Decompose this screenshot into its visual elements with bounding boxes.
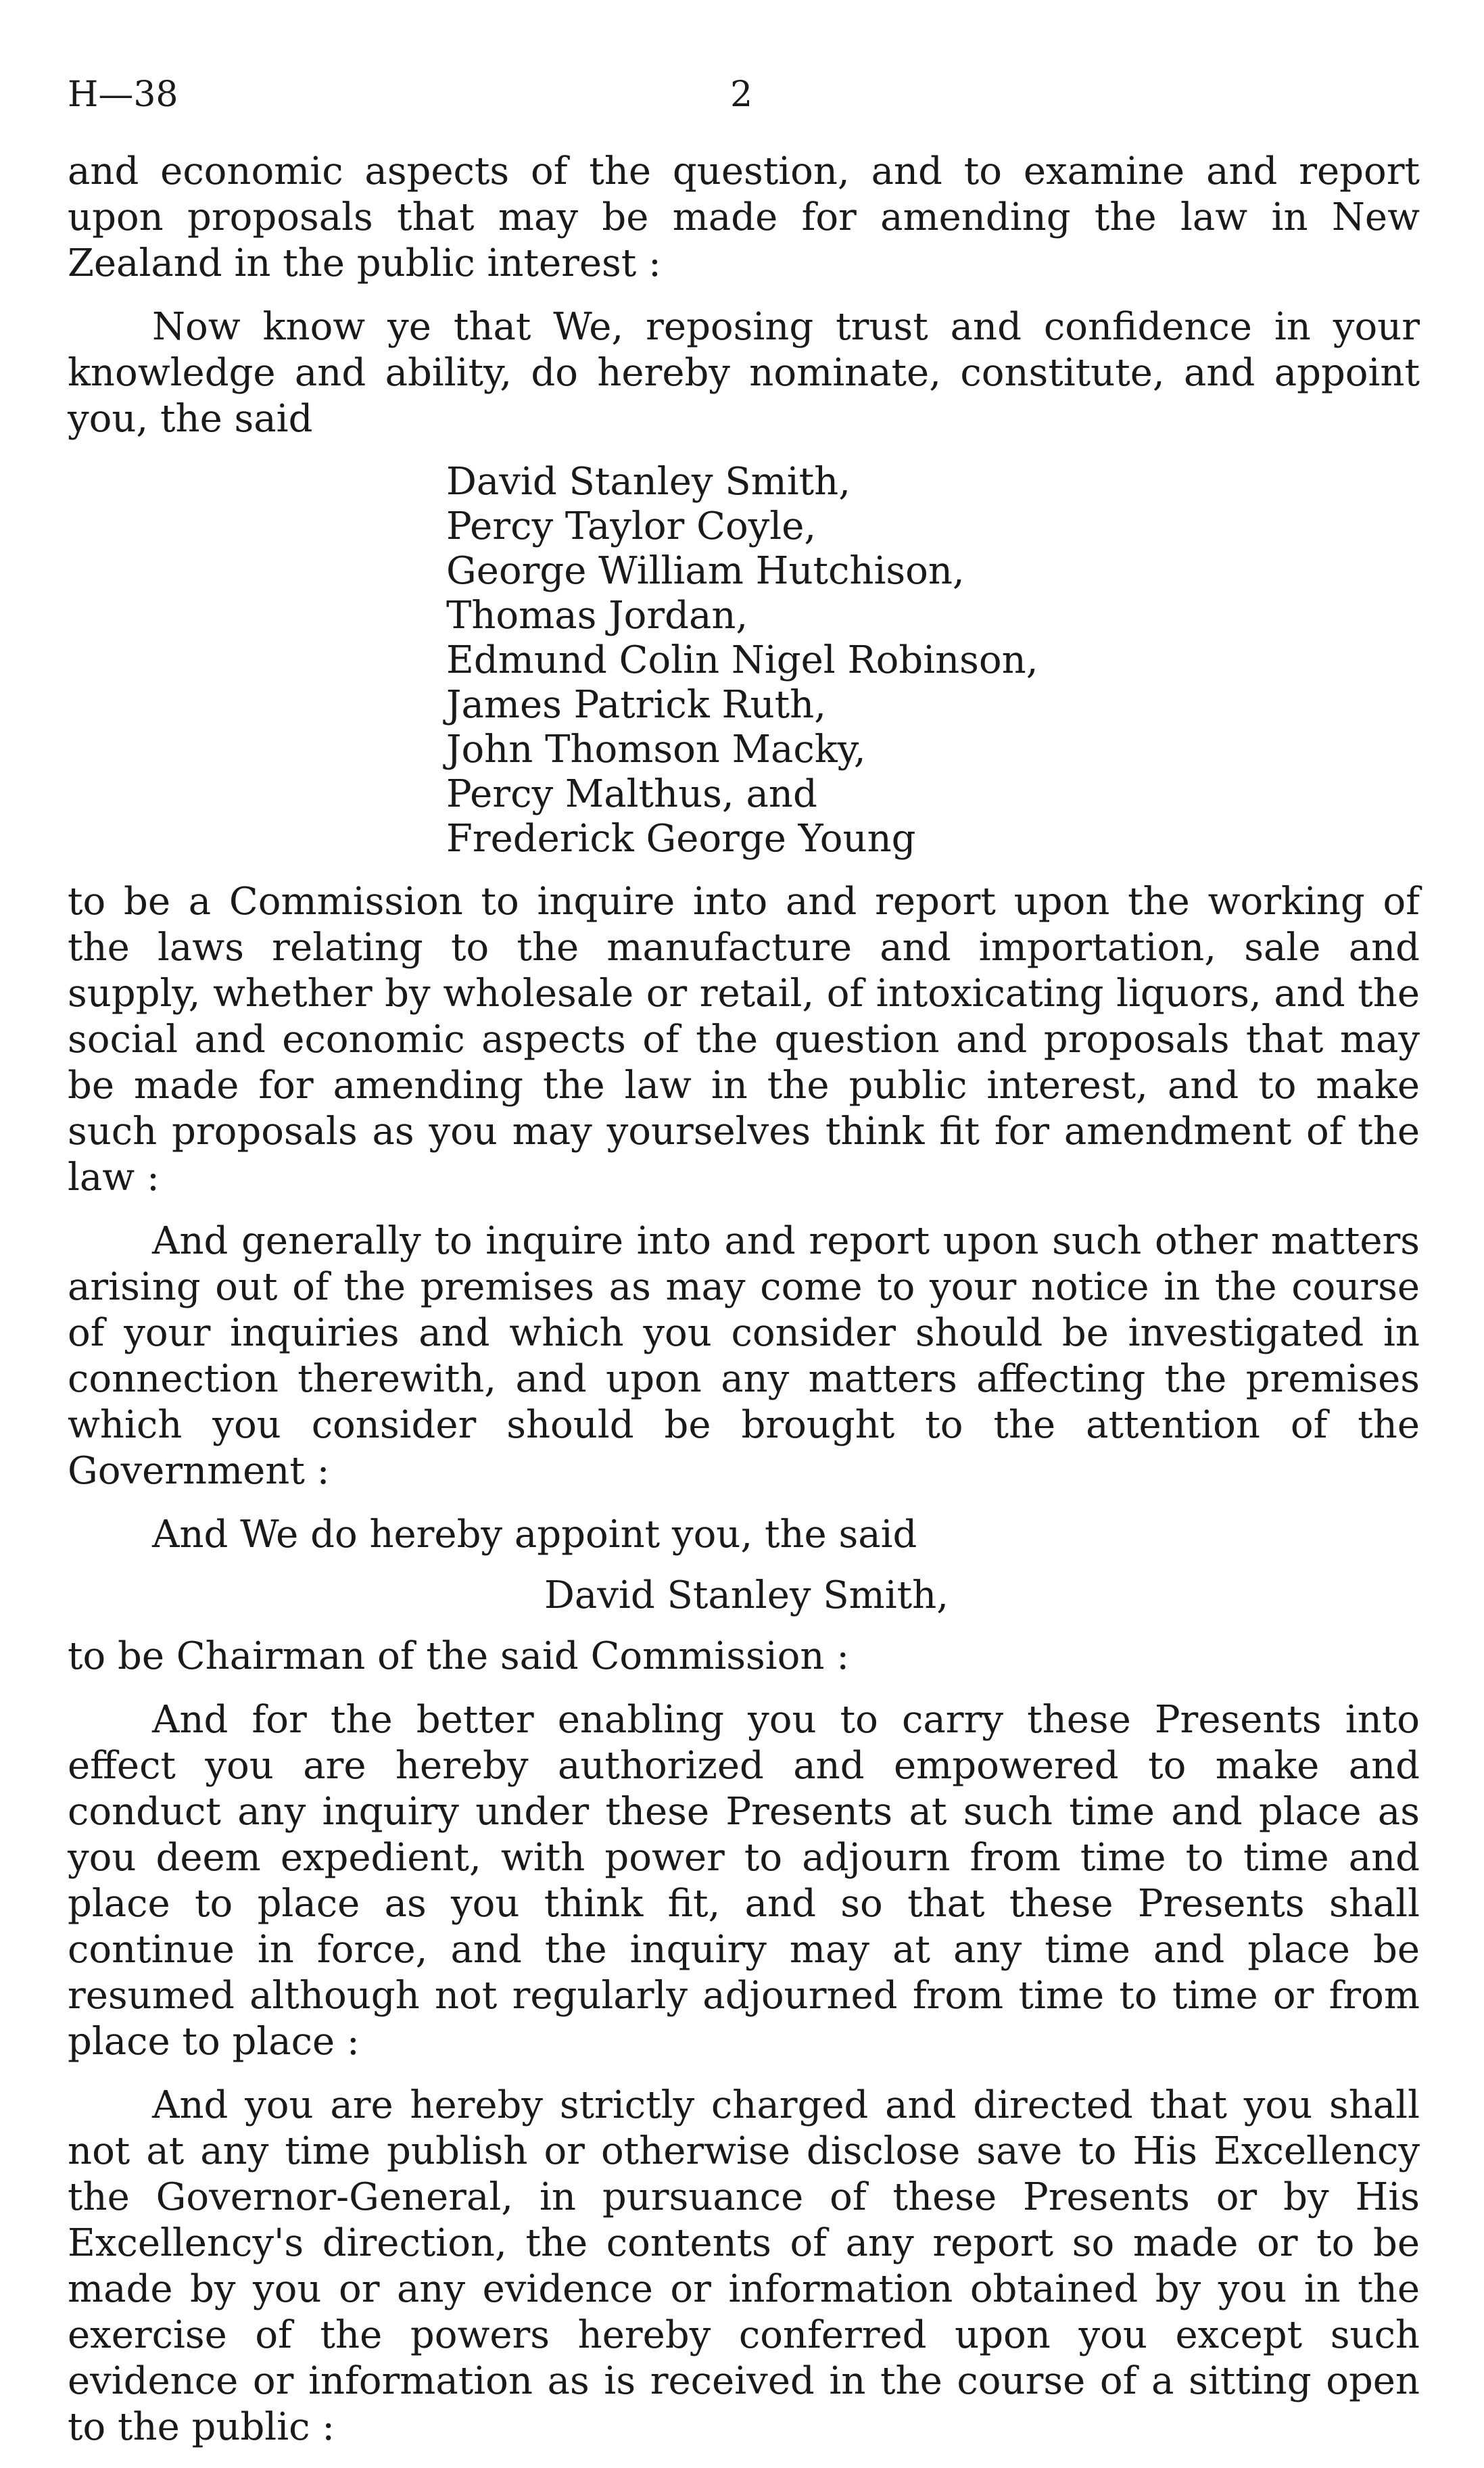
document-reference: H—38: [68, 74, 178, 115]
paragraph-chairman-role: to be Chairman of the said Commission :: [68, 1634, 850, 1678]
paragraph-appointment: Now know ye that We, reposing trust and confidence in your knowledge and ability, do hereby nominate, constitute, and appoint you, the said: [68, 305, 1420, 441]
paragraph-continuation: and economic aspects of the question, and to examine and report upon proposals that may be made for amending the law in New Zealand in the public interest :: [68, 149, 1420, 285]
chairman-name: David Stanley Smith,: [544, 1573, 949, 1617]
paragraph-chairman-intro: And We do hereby appoint you, the said: [152, 1513, 917, 1557]
commissioner-name: George William Hutchison,: [446, 549, 965, 593]
commissioner-name: Percy Taylor Coyle,: [446, 504, 817, 548]
paragraph-other-matters: And generally to inquire into and report upon such other matters arising out of the premises as may come to your notice in the course of your inquiries and which you consider should be investigated in connection therewith, and upon any matters affecting the premises which you consider should be brought to the attention of the Government :: [68, 1219, 1420, 1493]
document-page: [68, 68, 1420, 2468]
paragraph-powers: And for the better enabling you to carry these Presents into effect you are hereby authorized and empowered to make and conduct any inquiry under these Presents at such time and place as you deem expedient, with power to adjourn from time to time and place to place as you think fit, and so that these Presents shall continue in force, and the inquiry may at any time and place be resumed although not regularly adjourned from time to time or from place to place :: [68, 1698, 1420, 2064]
commissioner-name: Percy Malthus, and: [446, 772, 817, 816]
paragraph-commission-purpose: to be a Commission to inquire into and report upon the working of the laws relating to the manufacture and importation, sale and supply, whether by wholesale or retail, of intoxicating liquors, and the social and economic aspects of the question and proposals that may be made for amending the law in the public interest, and to make such proposals as you may yourselves think fit for amendment of the law :: [68, 880, 1420, 1200]
commissioner-name: Edmund Colin Nigel Robinson,: [446, 638, 1038, 682]
page-number: 2: [730, 74, 753, 115]
paragraph-confidentiality: And you are hereby strictly charged and directed that you shall not at any time publish or otherwise disclose save to His Excellency the Governor-General, in pursuance of these Presents or by His Excellency's direction, the contents of any report so made or to be made by you or any evidence or information obtained by you in the exercise of the powers hereby conferred upon you except such evidence or information as is received in the course of a sitting open to the public :: [68, 2083, 1420, 2449]
commissioner-name: Thomas Jordan,: [446, 594, 748, 638]
commissioner-list: [446, 460, 1420, 861]
page-header: [68, 68, 1420, 122]
document-body: [68, 149, 1420, 2450]
commissioner-name: James Patrick Ruth,: [446, 683, 827, 727]
commissioner-name: David Stanley Smith,: [446, 460, 851, 504]
commissioner-name: Frederick George Young: [446, 817, 916, 861]
commissioner-name: John Thomson Macky,: [446, 728, 866, 772]
